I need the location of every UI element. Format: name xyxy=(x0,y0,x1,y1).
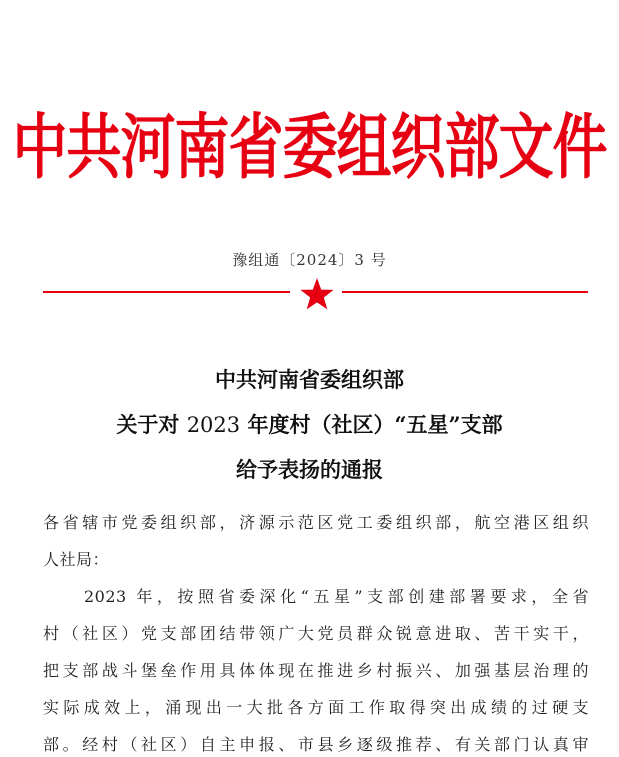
red-divider-left xyxy=(43,291,290,293)
red-divider-right xyxy=(342,291,588,293)
body-paragraph-line-1: 2023 年，按照省委深化“五星”支部创建部署要求，全省 xyxy=(84,587,589,606)
document-title-line-1: 中共河南省委组织部 xyxy=(215,367,404,392)
title-line-2-suffix: 年度村（社区）“五星”支部 xyxy=(240,412,503,437)
title-line-2-year: 2023 xyxy=(186,413,241,437)
body-paragraph-line-5: 部。经村（社区）自主申报、市县乡逐级推荐、有关部门认真审 xyxy=(43,735,589,754)
body-paragraph-line-2: 村（社区）党支部团结带领广大党员群众锐意进取、苦干实干， xyxy=(43,624,589,643)
red-star-icon xyxy=(299,277,335,311)
title-line-2-prefix: 关于对 xyxy=(116,412,187,437)
document-title-line-3: 给予表扬的通报 xyxy=(236,457,383,482)
recipients-line-1: 各省辖市党委组织部，济源示范区党工委组织部，航空港区组织 xyxy=(43,513,589,532)
body-paragraph-line-4: 实际成效上，涌现出一大批各方面工作取得突出成绩的过硬支 xyxy=(43,698,589,717)
document-masthead: 中共河南省委组织部文件 xyxy=(12,106,607,189)
document-title-line-2 xyxy=(0,409,619,439)
recipients-line-2: 人社局： xyxy=(43,550,110,569)
body-paragraph-line-3: 把支部战斗堡垒作用具体体现在推进乡村振兴、加强基层治理的 xyxy=(43,661,589,680)
document-number: 豫组通〔2024〕3 号 xyxy=(232,251,387,269)
